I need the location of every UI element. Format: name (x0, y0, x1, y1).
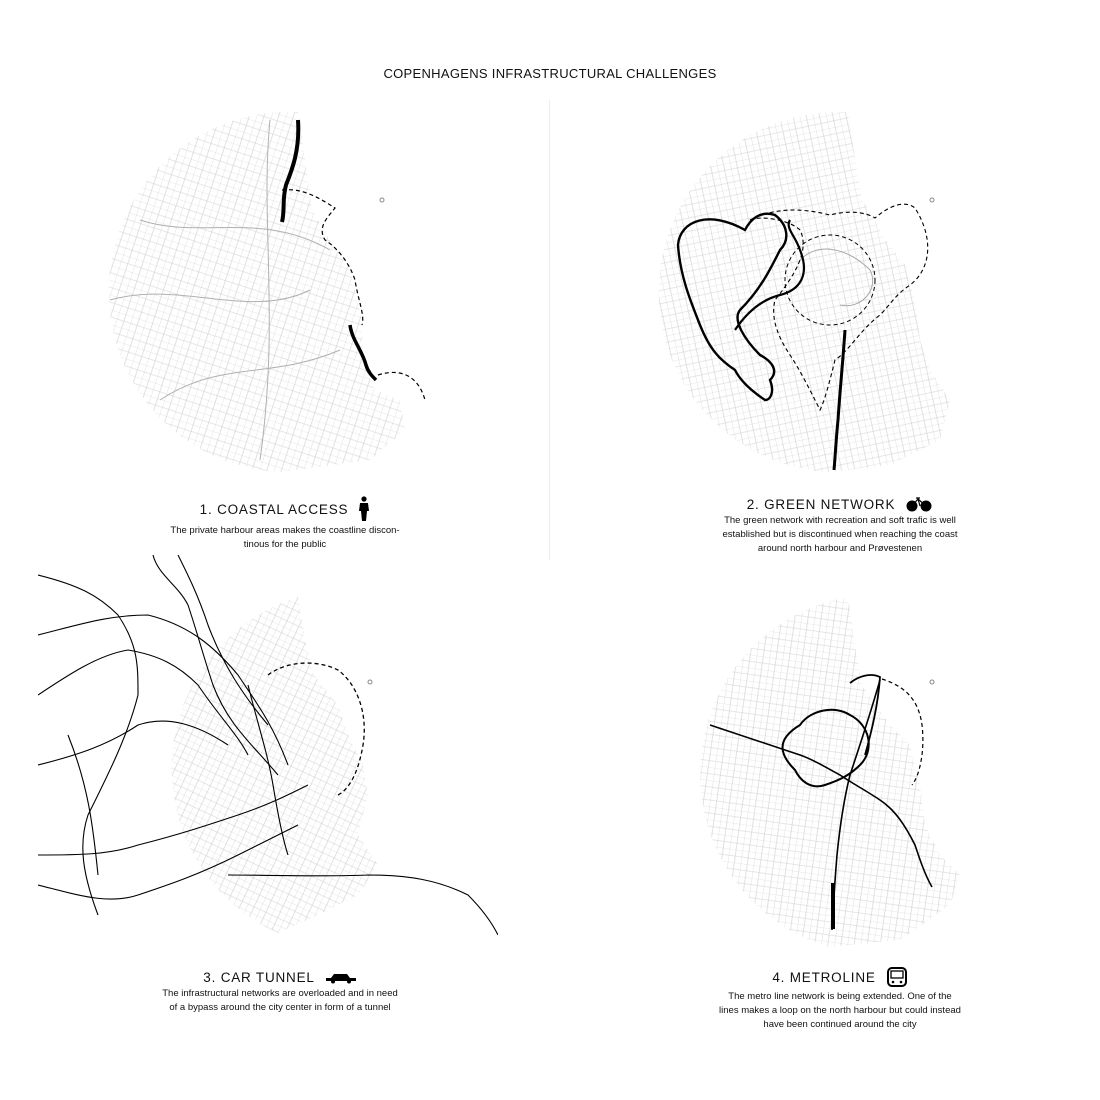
metro-station-bar (831, 883, 835, 929)
island-marker (930, 680, 934, 684)
map-coastal-access (100, 100, 460, 480)
city-street-mesh (38, 555, 498, 945)
map-metroline (650, 575, 1010, 955)
island-marker (930, 198, 934, 202)
page-title: COPENHAGENS INFRASTRUCTURAL CHALLENGES (383, 66, 717, 81)
caption-heading: 1. COASTAL ACCESS (199, 501, 349, 517)
caption-line: The green network with recreation and soft trafic is well (724, 515, 956, 526)
caption-line: lines makes a loop on the north harbour but could instead (719, 1005, 961, 1016)
city-street-mesh (650, 100, 1010, 480)
map-panel-car-tunnel (38, 555, 498, 945)
caption-line: tinous for the public (243, 539, 327, 550)
map-panel-coastal-access (100, 100, 460, 480)
map-panel-green-network (650, 100, 1010, 480)
caption-green-network (690, 496, 990, 556)
caption-line: The metro line network is being extended. One of the (728, 991, 952, 1002)
city-street-mesh (650, 575, 1010, 955)
map-panel-metroline (650, 575, 1010, 955)
caption-line: The private harbour areas makes the coastline discon- (170, 525, 400, 536)
metro-train-icon (886, 966, 908, 988)
city-street-mesh (100, 100, 460, 480)
person-icon (358, 496, 370, 522)
caption-line: of a bypass around the city center in form of a tunnel (169, 1002, 391, 1013)
caption-metroline (690, 966, 990, 1032)
bicycle-icon (905, 496, 933, 512)
island-marker (380, 198, 384, 202)
vertical-divider (549, 100, 550, 560)
caption-line: around north harbour and Prøvestenen (757, 543, 923, 554)
caption-coastal-access (130, 496, 440, 552)
caption-line: established but is discontinued when reaching the coast (722, 529, 958, 540)
caption-car-tunnel (120, 970, 440, 1015)
car-icon (325, 972, 357, 984)
caption-heading: 4. METROLINE (772, 969, 876, 985)
caption-line: have been continued around the city (763, 1019, 917, 1030)
caption-line: The infrastructural networks are overloaded and in need (162, 988, 398, 999)
map-car-tunnel (38, 555, 498, 945)
caption-heading: 2. GREEN NETWORK (746, 496, 896, 512)
caption-heading: 3. CAR TUNNEL (203, 970, 315, 985)
island-marker (368, 680, 372, 684)
map-green-network (650, 100, 1010, 480)
